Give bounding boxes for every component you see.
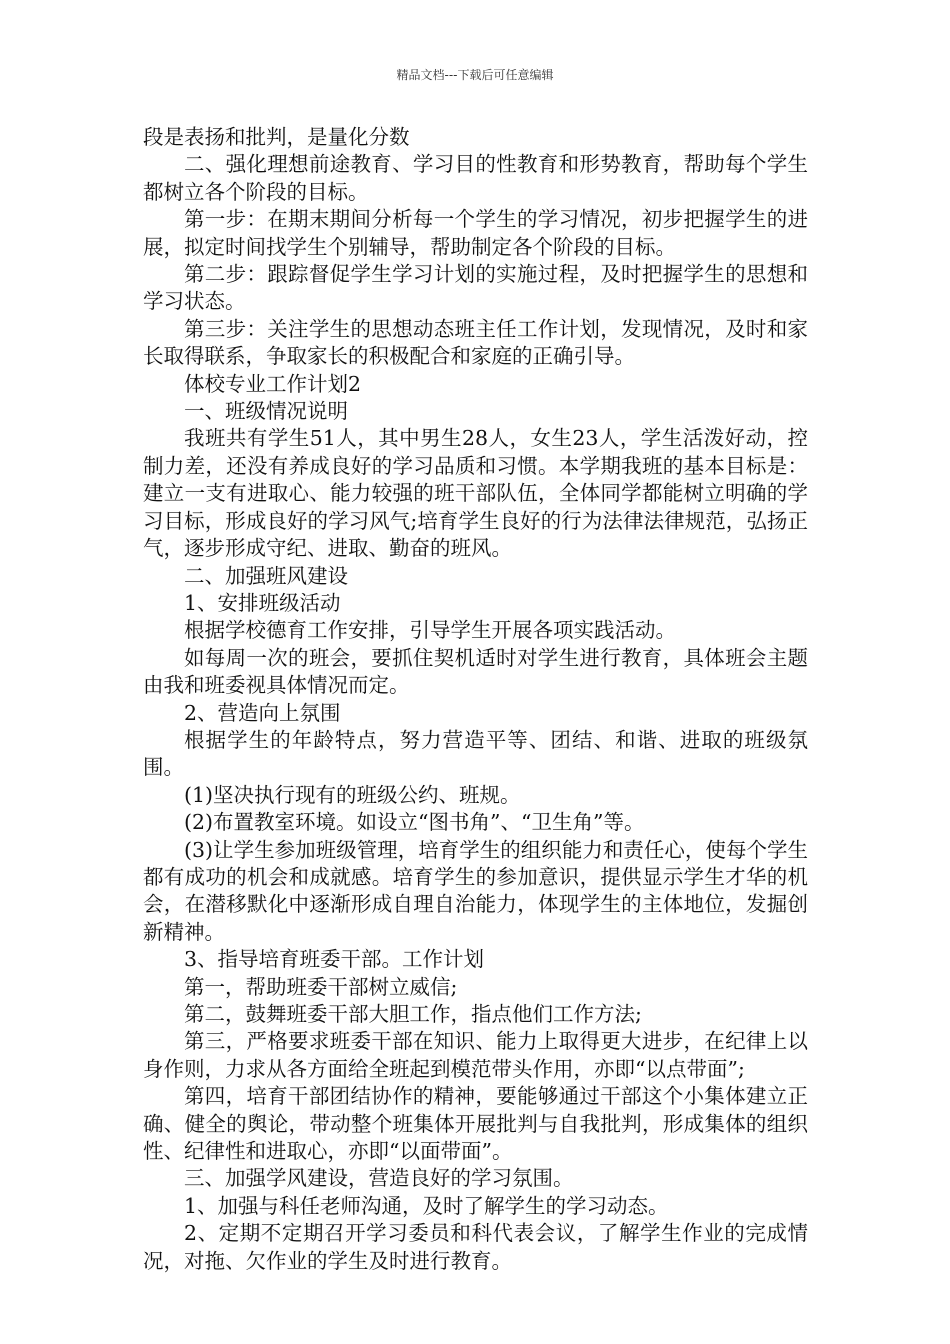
- list-item: 第四，培育干部团结协作的精神，要能够通过干部这个小集体建立正确、健全的舆论，带动整个班集体开展批判与自我批判，形成集体的组织性、纪律性和进取心，亦即“以面带面”。: [143, 1084, 808, 1164]
- document-body: [143, 124, 808, 1275]
- list-item: 第一，帮助班委干部树立威信;: [184, 974, 458, 999]
- section-title: 体校专业工作计划2: [184, 371, 362, 396]
- list-item: (3)让学生参加班级管理，培育学生的组织能力和责任心，使每个学生都有成功的机会和成就感。培育学生的参加意识，提供显示学生才华的机会，在潜移默化中逐渐形成自理自治能力，体现学生的主体地位，发掘创新精神。: [143, 837, 808, 944]
- heading: 一、班级情况说明: [184, 399, 348, 424]
- list-item: 第二，鼓舞班委干部大胆工作，指点他们工作方法;: [184, 1002, 642, 1026]
- paragraph: 根据学校德育工作安排，引导学生开展各项实践活动。: [184, 618, 676, 643]
- subheading: 2、营造向上氛围: [184, 700, 341, 725]
- list-item: (1)坚决执行现有的班级公约、班规。: [184, 782, 521, 807]
- paragraph: 根据学生的年龄特点，努力营造平等、团结、和谐、进取的班级氛围。: [143, 727, 808, 780]
- paragraph: 如每周一次的班会，要抓住契机适时对学生进行教育，具体班会主题由我和班委视具体情况而定。: [143, 645, 808, 698]
- paragraph: 二、强化理想前途教育、学习目的性教育和形势教育，帮助每个学生都树立各个阶段的目标。: [143, 152, 808, 204]
- list-item: (2)布置教室环境。如设立“图书角”、“卫生角”等。: [184, 810, 645, 835]
- list-item: 1、加强与科任老师沟通，及时了解学生的学习动态。: [184, 1193, 669, 1218]
- paragraph: 我班共有学生51人，其中男生28人，女生23人，学生活泼好动，控制力差，还没有养成良好的学习品质和习惯。本学期我班的基本目标是：建立一支有进取心、能力较强的班干部队伍，全体同学都能树立明确的学习目标，形成良好的学习风气;培育学生良好的行为法律法律规范，弘扬正气，逐步形成守纪、进取、勤奋的班风。: [143, 426, 808, 561]
- paragraph: 第一步：在期末期间分析每一个学生的学习情况，初步把握学生的进展，拟定时间找学生个别辅导，帮助制定各个阶段的目标。: [143, 207, 808, 259]
- paragraph: 第三步：关注学生的思想动态班主任工作计划，发现情况，及时和家长取得联系，争取家长的积极配合和家庭的正确引导。: [143, 316, 808, 369]
- page-header: 精品文档---下载后可任意编辑: [396, 68, 554, 82]
- heading: 三、加强学风建设，营造良好的学习氛围。: [184, 1166, 574, 1191]
- paragraph: 段是表扬和批判，是量化分数: [143, 125, 410, 149]
- subheading: 3、指导培育班委干部。工作计划: [184, 947, 485, 972]
- list-item: 2、定期不定期召开学习委员和科代表会议，了解学生作业的完成情况，对拖、欠作业的学生及时进行教育。: [143, 1221, 808, 1273]
- heading: 二、加强班风建设: [184, 563, 348, 588]
- paragraph: 第二步：跟踪督促学生学习计划的实施过程，及时把握学生的思想和学习状态。: [143, 262, 808, 314]
- subheading: 1、安排班级活动: [184, 590, 341, 615]
- list-item: 第三，严格要求班委干部在知识、能力上取得更大进步，在纪律上以身作则，力求从各方面给全班起到模范带头作用，亦即“以点带面”;: [143, 1029, 808, 1081]
